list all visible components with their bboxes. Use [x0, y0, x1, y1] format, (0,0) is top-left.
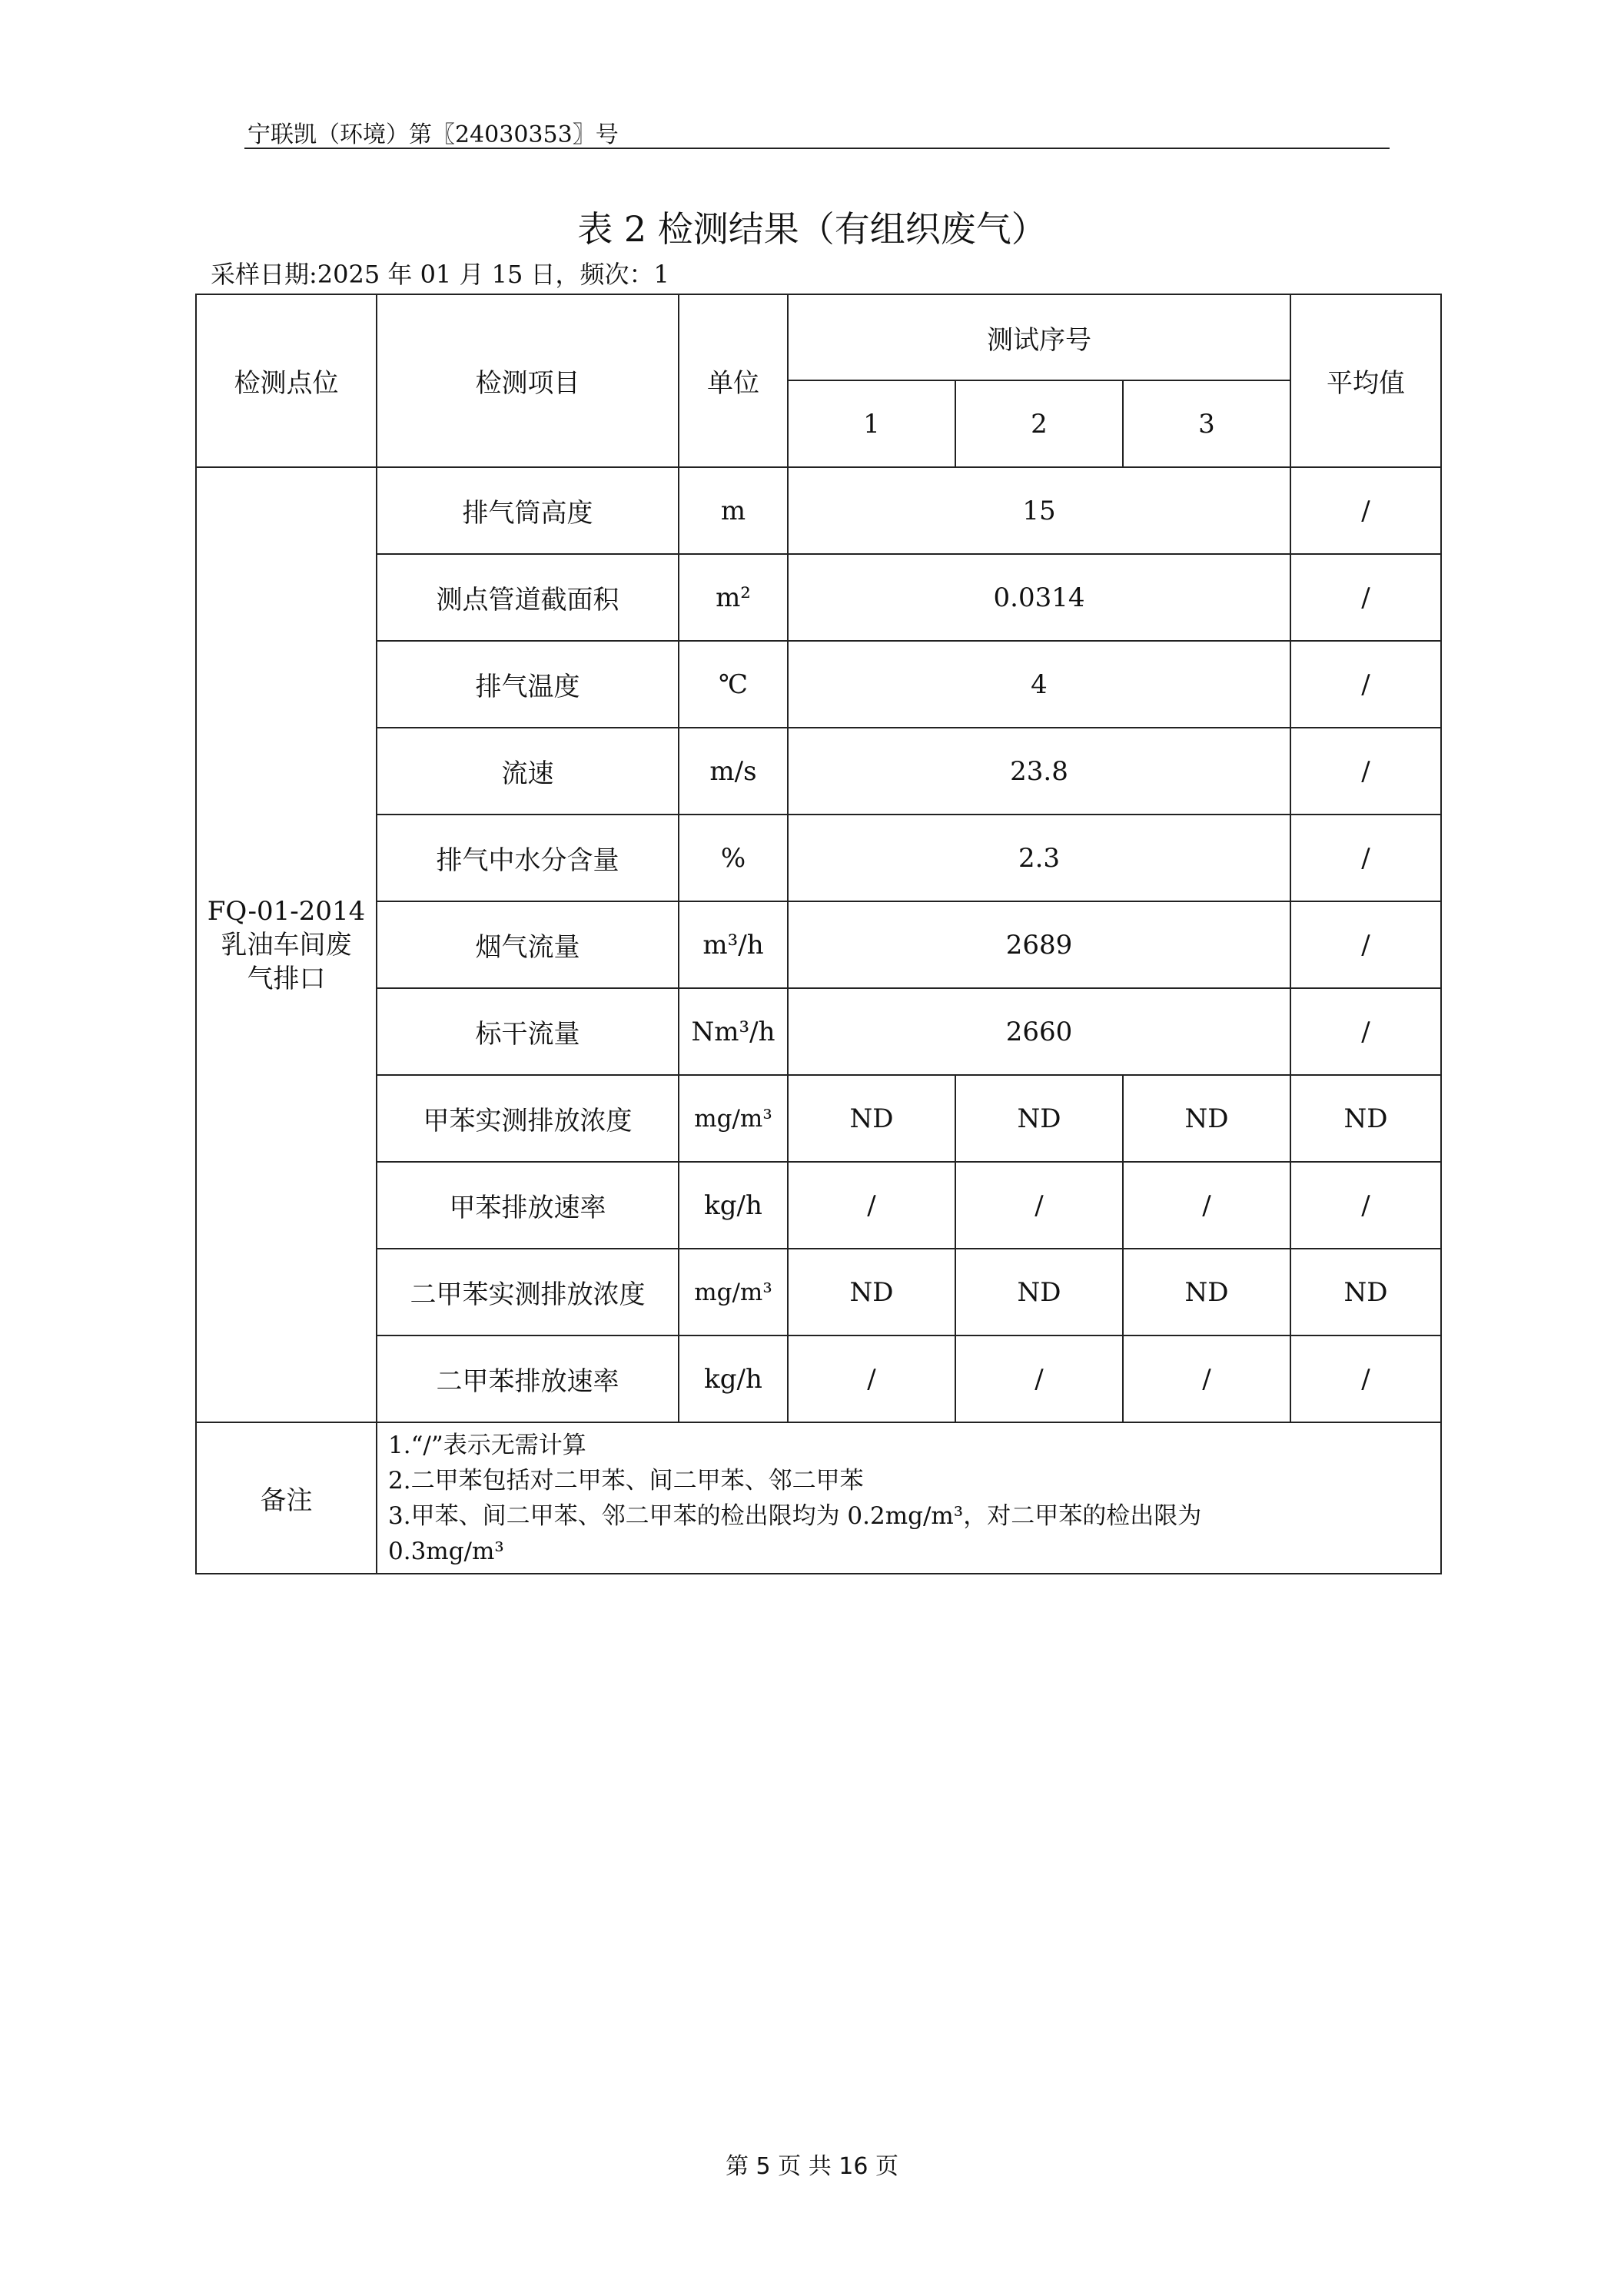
header-item: 检测项目	[377, 294, 679, 467]
remark-line: 1.“/”表示无需计算	[388, 1431, 586, 1459]
row-value-1: ND	[788, 1075, 955, 1162]
row-item: 甲苯排放速率	[377, 1162, 679, 1249]
row-unit: %	[679, 815, 788, 901]
row-unit: m²	[679, 554, 788, 641]
row-value-2: ND	[955, 1249, 1123, 1335]
table-title: 表 2 检测结果（有组织废气）	[577, 208, 1047, 250]
row-value: 4	[788, 641, 1290, 728]
remark-line: 0.3mg/m³	[388, 1537, 504, 1565]
point-name-line: 气排口	[247, 963, 326, 994]
header-unit: 单位	[679, 294, 788, 467]
row-value: 2660	[788, 988, 1290, 1075]
header-test-2: 2	[955, 380, 1123, 467]
row-value-2: /	[955, 1335, 1123, 1422]
row-unit: mg/m³	[679, 1249, 788, 1335]
row-value-3: ND	[1123, 1075, 1290, 1162]
row-item: 排气中水分含量	[377, 815, 679, 901]
table-row	[196, 1249, 1441, 1335]
table-row	[196, 1162, 1441, 1249]
remarks-content	[377, 1422, 1441, 1574]
row-item: 排气温度	[377, 641, 679, 728]
header-test-number: 测试序号	[788, 294, 1290, 380]
row-unit: m³/h	[679, 901, 788, 988]
row-value-1: /	[788, 1162, 955, 1249]
row-item: 标干流量	[377, 988, 679, 1075]
table-row	[196, 1075, 1441, 1162]
row-average: /	[1290, 467, 1441, 554]
row-value: 23.8	[788, 728, 1290, 815]
remark-line: 3.甲苯、间二甲苯、邻二甲苯的检出限均为 0.2mg/m³，对二甲苯的检出限为	[388, 1501, 1202, 1530]
page-number: 第 5 页 共 16 页	[726, 2153, 898, 2180]
table-row	[196, 1335, 1441, 1422]
row-value-1: ND	[788, 1249, 955, 1335]
row-unit: kg/h	[679, 1162, 788, 1249]
results-table	[195, 294, 1442, 1574]
row-value-3: /	[1123, 1162, 1290, 1249]
table-row	[196, 554, 1441, 641]
row-item: 流速	[377, 728, 679, 815]
table-row	[196, 641, 1441, 728]
point-name-line: 乳油车间废	[221, 929, 352, 961]
header-point: 检测点位	[196, 294, 377, 467]
remarks-row	[196, 1422, 1441, 1574]
table-row	[196, 901, 1441, 988]
row-value-3: ND	[1123, 1249, 1290, 1335]
table-row	[196, 815, 1441, 901]
row-value-1: /	[788, 1335, 955, 1422]
header-average: 平均值	[1290, 294, 1441, 467]
table-row	[196, 728, 1441, 815]
header-test-1: 1	[788, 380, 955, 467]
row-average: /	[1290, 1335, 1441, 1422]
row-unit: m/s	[679, 728, 788, 815]
row-value: 0.0314	[788, 554, 1290, 641]
report-number: 宁联凯（环境）第〖24030353〗号	[247, 121, 619, 148]
row-unit: kg/h	[679, 1335, 788, 1422]
row-item: 甲苯实测排放浓度	[377, 1075, 679, 1162]
row-unit: Nm³/h	[679, 988, 788, 1075]
header-divider	[244, 148, 1390, 149]
point-name-line: FQ-01-2014	[207, 895, 366, 927]
point-name	[196, 467, 377, 1422]
row-value: 2.3	[788, 815, 1290, 901]
row-item: 二甲苯实测排放浓度	[377, 1249, 679, 1335]
row-unit: mg/m³	[679, 1075, 788, 1162]
row-average: /	[1290, 728, 1441, 815]
row-value: 15	[788, 467, 1290, 554]
table-row	[196, 467, 1441, 554]
table-row	[196, 988, 1441, 1075]
remarks-label: 备注	[196, 1422, 377, 1574]
row-value-2: ND	[955, 1075, 1123, 1162]
row-average: /	[1290, 554, 1441, 641]
row-average: /	[1290, 815, 1441, 901]
row-value-2: /	[955, 1162, 1123, 1249]
row-unit: m	[679, 467, 788, 554]
row-value: 2689	[788, 901, 1290, 988]
row-average: /	[1290, 1162, 1441, 1249]
row-average: /	[1290, 901, 1441, 988]
row-average: /	[1290, 988, 1441, 1075]
row-unit: ℃	[679, 641, 788, 728]
row-item: 烟气流量	[377, 901, 679, 988]
row-item: 二甲苯排放速率	[377, 1335, 679, 1422]
sampling-info: 采样日期:2025 年 01 月 15 日，频次：1	[211, 260, 669, 289]
row-average: ND	[1290, 1249, 1441, 1335]
remark-line: 2.二甲苯包括对二甲苯、间二甲苯、邻二甲苯	[388, 1466, 864, 1495]
row-item: 排气筒高度	[377, 467, 679, 554]
row-average: /	[1290, 641, 1441, 728]
row-item: 测点管道截面积	[377, 554, 679, 641]
header-test-3: 3	[1123, 380, 1290, 467]
row-value-3: /	[1123, 1335, 1290, 1422]
row-average: ND	[1290, 1075, 1441, 1162]
